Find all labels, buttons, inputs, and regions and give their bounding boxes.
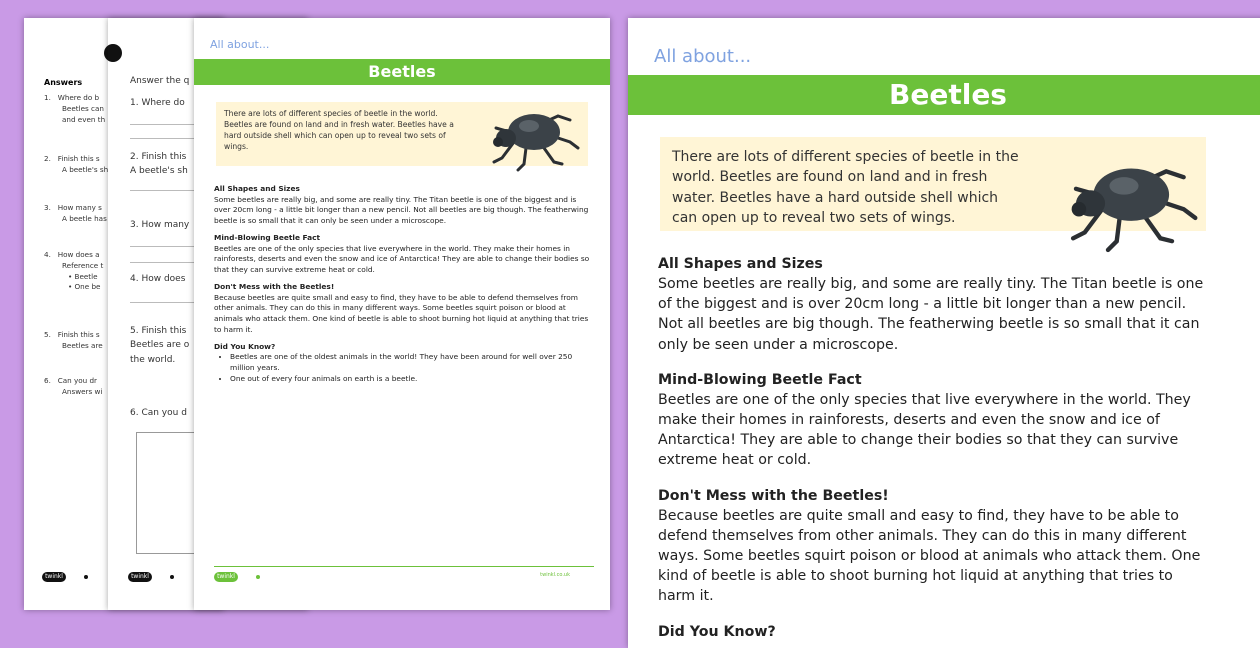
intro-box <box>216 102 588 166</box>
answers-heading: Answers <box>44 78 83 87</box>
questions-title-icon <box>108 44 122 62</box>
section-heading: All Shapes and Sizes <box>658 256 823 272</box>
question-item: 4. How does <box>130 274 186 284</box>
section-heading: Don't Mess with the Beetles! <box>658 487 889 504</box>
twinkl-logo: twinkl <box>128 572 152 582</box>
section-body: Beetles are one of the only species that live everywhere in the world. They make their homes in rainforests, deserts and even the snow and ice of Antarctica! They are able to change their bodies so that they can survive extreme heat or cold. <box>658 391 1191 469</box>
answer-item: 1. Where do b Beetles can and even th <box>44 93 106 124</box>
list-item: • One out of every four animals on earth is a beetle. <box>230 374 594 385</box>
beetle-icon <box>474 98 584 172</box>
intro-text: There are lots of different species of beetle in the world. Beetles are found on land and in fresh water. Beetles have a hard outside shell which can open up to reveal two sets of wings. <box>672 149 1019 226</box>
question-text: Beetles are o <box>130 340 190 350</box>
answer-item: 3. How many s A beetle has <box>44 203 107 223</box>
did-you-know-heading: Did You Know? <box>214 341 276 351</box>
intro-box <box>660 137 1206 231</box>
question-item: 6. Can you d <box>130 408 187 418</box>
answer-line <box>130 246 200 247</box>
logo-dot-icon <box>84 575 88 579</box>
logo-dot-icon <box>170 575 174 579</box>
did-you-know-list <box>214 352 594 384</box>
question-text: A beetle's sh <box>130 166 188 176</box>
did-you-know-heading: Did You Know? <box>658 623 776 640</box>
answer-item: 5. Finish this s Beetles are <box>44 330 103 350</box>
intro-text: There are lots of different species of beetle in the world. Beetles are found on land and in fresh water. Beetles have a hard outside shell which can open up to reveal two sets of wings. <box>224 109 454 151</box>
beetles-reading-sheet <box>194 18 610 610</box>
title-bar: Beetles <box>628 75 1260 115</box>
answer-line <box>130 138 200 139</box>
question-item: 5. Finish this <box>130 326 187 336</box>
all-about-label: All about... <box>654 46 752 67</box>
front-content <box>214 184 594 384</box>
section-body: Because beetles are quite small and easy to find, they have to be able to defend themselves from other animals. They can do this in many different ways. Some beetles squirt poison or blood at animals who attack them. One kind of beetle is able to shoot burning hot liquid at anything that tries to harm it. <box>214 292 589 334</box>
answer-line <box>130 190 200 191</box>
question-text: the world. <box>130 355 176 365</box>
question-item: 3. How many <box>130 220 190 230</box>
section-body: Some beetles are really big, and some are really tiny. The Titan beetle is one of the biggest and is over 20cm long - a little bit longer than a new pencil. Not all beetles are big though. The featherwing beetle is so small that it can only be seen under a microscope. <box>658 276 1204 353</box>
section-heading: Mind-Blowing Beetle Fact <box>658 371 862 388</box>
logo-dot-icon <box>256 575 260 579</box>
footer-url: twinkl.co.uk <box>540 572 570 578</box>
section-heading: Don't Mess with the Beetles! <box>214 281 335 291</box>
answer-line <box>130 262 200 263</box>
answer-item: 4. How does a Reference t • Beetle • One be <box>44 250 104 292</box>
all-about-label: All about... <box>210 38 270 51</box>
title-bar: Beetles <box>194 59 610 85</box>
question-item: 2. Finish this <box>130 152 187 162</box>
beetles-reading-sheet-zoomed <box>628 18 1260 648</box>
questions-intro: Answer the q <box>130 76 190 86</box>
section-body: Because beetles are quite small and easy to find, they have to be able to defend themselves from other animals. They can do this in many different ways. Some beetles squirt poison or blood at animals who attack them. One kind of beetle is able to shoot burning hot liquid at anything that tries to harm it. <box>658 507 1201 605</box>
twinkl-logo: twinkl <box>42 572 66 582</box>
answer-item: 2. Finish this s A beetle's sh <box>44 154 109 174</box>
answer-line <box>130 124 200 125</box>
section-body: Beetles are one of the only species that live everywhere in the world. They make their homes in rainforests, deserts and even the snow and ice of Antarctica! They are able to change their bodies so that they can survive extreme heat or cold. <box>214 243 590 275</box>
question-item: 1. Where do <box>130 98 185 108</box>
section-body: Some beetles are really big, and some are really tiny. The Titan beetle is one of the biggest and is over 20cm long - a little bit longer than a new pencil. Not all beetles are big though. The featherwing beetle is so small that it can only be seen under a microscope. <box>214 194 589 226</box>
answer-item: 6. Can you dr Answers wi <box>44 376 103 396</box>
section-heading: All Shapes and Sizes <box>214 184 300 193</box>
footer-divider <box>214 566 594 567</box>
zoom-content <box>658 254 1208 642</box>
list-item: • Beetles are one of the oldest animals in the world! They have been around for well over 250 million years. <box>230 352 594 373</box>
twinkl-logo: twinkl <box>214 572 238 582</box>
beetle-icon <box>1044 143 1204 255</box>
answer-line <box>130 302 200 303</box>
section-heading: Mind-Blowing Beetle Fact <box>214 232 321 242</box>
